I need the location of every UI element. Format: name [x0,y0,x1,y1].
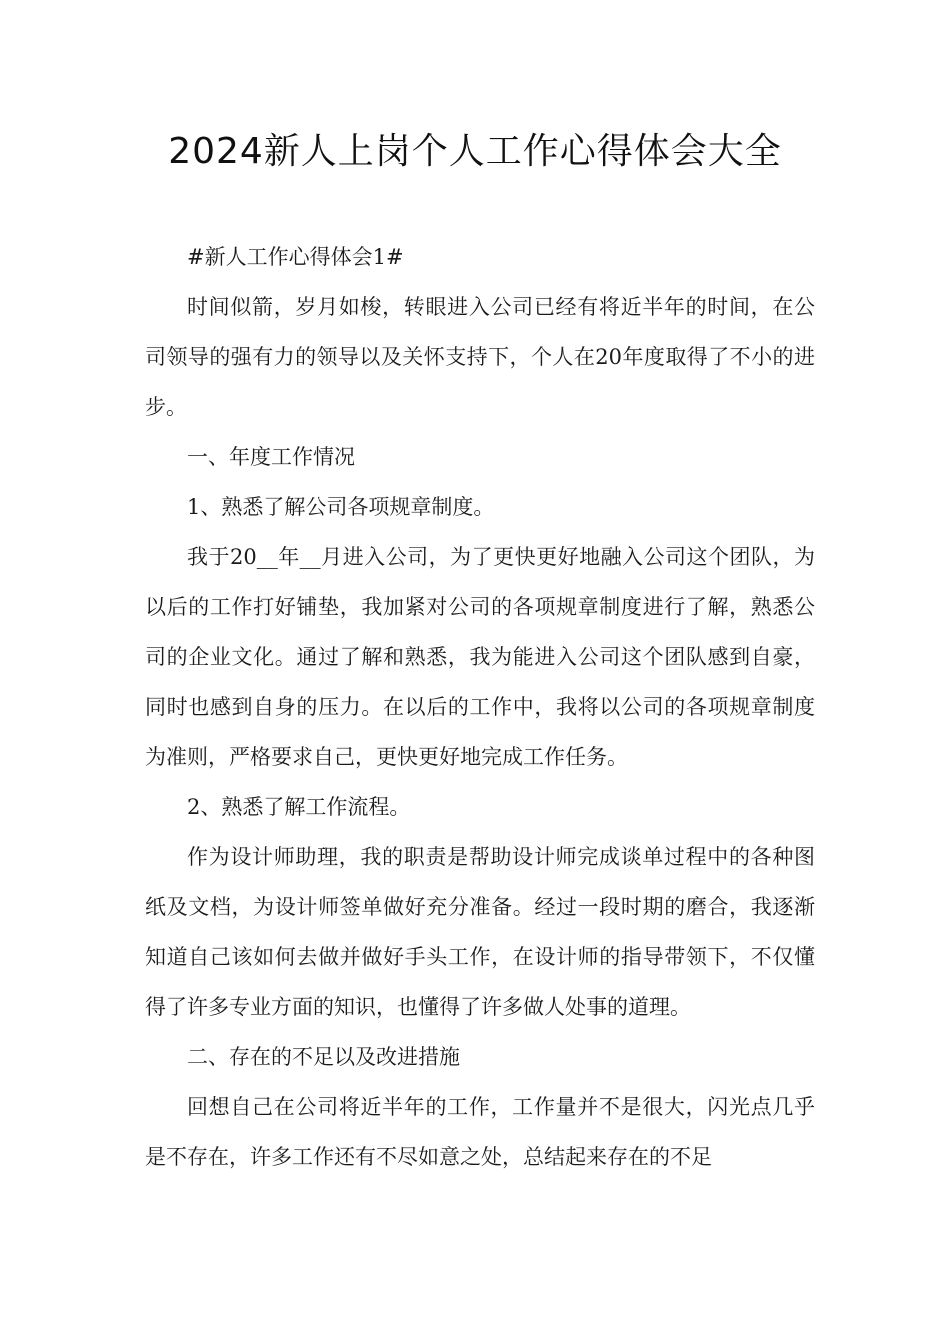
heading-annual-work: 一、年度工作情况 [187,445,355,469]
paragraph-workflow: 作为设计师助理，我的职责是帮助设计师完成谈单过程中的各种图纸及文档，为设计师签单做好充分准备。经过一段时期的磨合，我逐渐知道自己该如何去做并做好手头工作，在设计师的指导带领下，不仅懂得了许多专业方面的知识，也懂得了许多做人处事的道理。 [145,845,815,1019]
subheading-rules: 1、熟悉了解公司各项规章制度。 [187,495,495,519]
subheading-workflow: 2、熟悉了解工作流程。 [187,795,411,819]
document-body [145,232,815,1182]
heading-shortcomings: 二、存在的不足以及改进措施 [187,1045,460,1069]
paragraph-intro: 时间似箭，岁月如梭，转眼进入公司已经有将近半年的时间，在公司领导的强有力的领导以及关怀支持下，个人在20年度取得了不小的进步。 [145,295,815,419]
document-title: 2024新人上岗个人工作心得体会大全 [168,131,782,172]
section-tag: #新人工作心得体会1# [187,245,404,269]
paragraph-rules: 我于20__年__月进入公司，为了更快更好地融入公司这个团队，为以后的工作打好铺垫，我加紧对公司的各项规章制度进行了解，熟悉公司的企业文化。通过了解和熟悉，我为能进入公司这个团队感到自豪，同时也感到自身的压力。在以后的工作中，我将以公司的各项规章制度为准则，严格要求自己，更快更好地完成工作任务。 [145,545,815,769]
paragraph-shortcomings: 回想自己在公司将近半年的工作，工作量并不是很大，闪光点几乎是不存在，许多工作还有不尽如意之处，总结起来存在的不足 [145,1095,815,1169]
